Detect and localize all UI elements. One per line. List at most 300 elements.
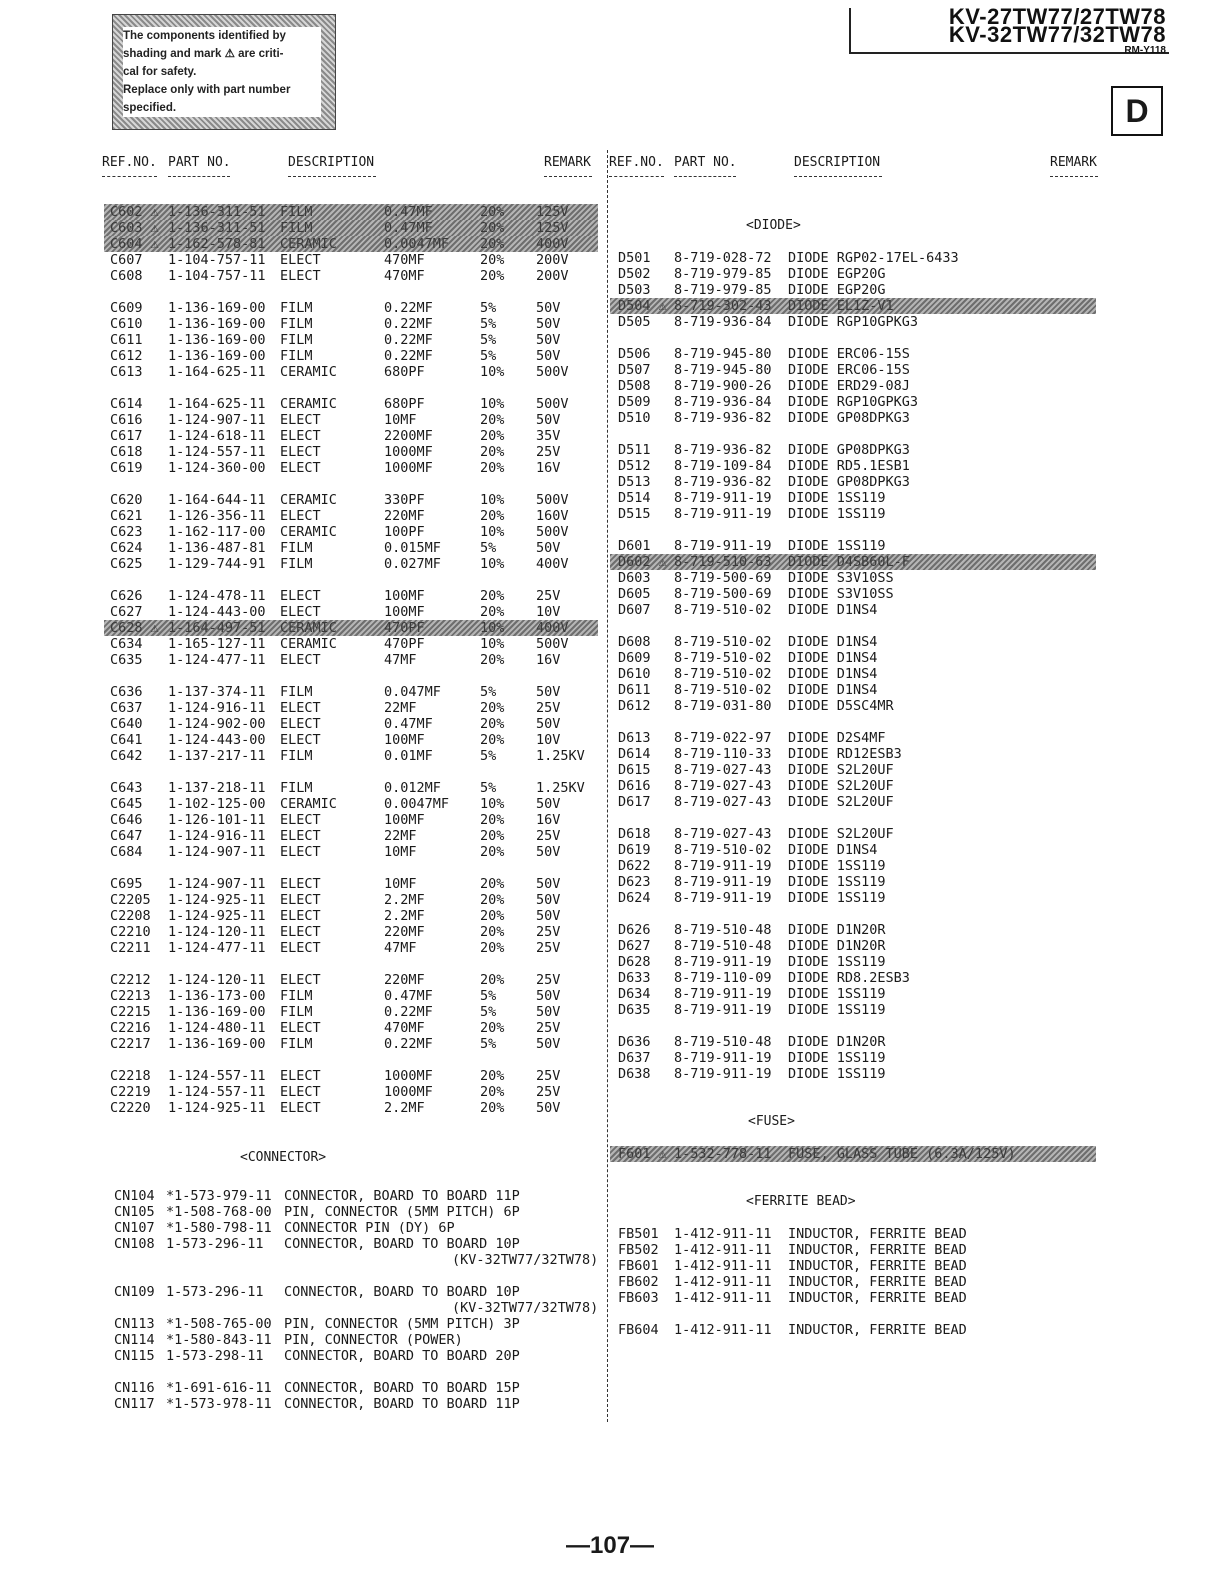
rating: 25V (536, 444, 561, 460)
tolerance: 20% (480, 1100, 505, 1116)
part-no: 8-719-302-43 (674, 298, 772, 314)
ref-no: D504 ⚠ (618, 298, 667, 314)
part-no: 1-412-911-11 (674, 1290, 772, 1306)
description: DIODE D2S4MF (788, 730, 886, 746)
ref-no: D610 (618, 666, 651, 682)
ref-no: FB501 (618, 1226, 659, 1242)
table-row (104, 492, 598, 508)
description: FILM (280, 316, 313, 332)
rating: 500V (536, 364, 569, 380)
value: 0.47MF (384, 988, 433, 1004)
table-row (104, 940, 598, 956)
part-no: 1-165-127-11 (168, 636, 266, 652)
table-row (610, 746, 1096, 762)
tolerance: 10% (480, 556, 505, 572)
part-no: 1-412-911-11 (674, 1242, 772, 1258)
description: DIODE ERC06-15S (788, 346, 910, 362)
description: DIODE GP08DPKG3 (788, 410, 910, 426)
description: DIODE S2L20UF (788, 778, 894, 794)
table-row (104, 1220, 598, 1236)
rating: 500V (536, 636, 569, 652)
table-row (104, 972, 598, 988)
header-underline (102, 176, 157, 178)
description: ELECT (280, 716, 321, 732)
ref-no: D636 (618, 1034, 651, 1050)
part-no: 8-719-110-33 (674, 746, 772, 762)
table-row (104, 444, 598, 460)
description: FILM (280, 204, 313, 220)
table-row (104, 620, 598, 636)
table-row (610, 570, 1096, 586)
ref-no: C617 (110, 428, 143, 444)
rating: 50V (536, 332, 561, 348)
part-no: 1-126-356-11 (168, 508, 266, 524)
ref-no: C626 (110, 588, 143, 604)
ref-no: C625 (110, 556, 143, 572)
ref-no: C641 (110, 732, 143, 748)
table-row (610, 1274, 1096, 1290)
value: 1000MF (384, 460, 433, 476)
description: ELECT (280, 652, 321, 668)
table-row (610, 938, 1096, 954)
rating: 25V (536, 924, 561, 940)
description: DIODE D5SC4MR (788, 698, 894, 714)
description: ELECT (280, 812, 321, 828)
part-no: 8-719-911-19 (674, 1050, 772, 1066)
description: DIODE S3V10SS (788, 586, 894, 602)
part-no: 1-124-360-00 (168, 460, 266, 476)
part-no: 8-719-945-80 (674, 346, 772, 362)
table-row (104, 1204, 598, 1220)
value: 470MF (384, 252, 425, 268)
part-no: 8-719-510-02 (674, 682, 772, 698)
description: DIODE ERD29-08J (788, 378, 910, 394)
ref-no: D511 (618, 442, 651, 458)
value: 2200MF (384, 428, 433, 444)
description: DIODE GP08DPKG3 (788, 474, 910, 490)
rating: 125V (536, 204, 569, 220)
description: ELECT (280, 1100, 321, 1116)
description: DIODE EGP20G (788, 282, 886, 298)
part-no: 8-719-911-19 (674, 874, 772, 890)
value: 2.2MF (384, 1100, 425, 1116)
description: ELECT (280, 700, 321, 716)
col-header-part-right: PART NO. (674, 155, 737, 170)
description: INDUCTOR, FERRITE BEAD (788, 1274, 967, 1290)
tolerance: 20% (480, 588, 505, 604)
part-no: 1-137-374-11 (168, 684, 266, 700)
table-row (610, 1002, 1096, 1018)
description: INDUCTOR, FERRITE BEAD (788, 1290, 967, 1306)
part-no: 8-719-979-85 (674, 266, 772, 282)
rating: 500V (536, 492, 569, 508)
ref-no: D510 (618, 410, 651, 426)
tolerance: 20% (480, 236, 505, 252)
ref-no: CN115 (114, 1348, 155, 1364)
value: 100MF (384, 812, 425, 828)
value: 22MF (384, 700, 417, 716)
value: 2.2MF (384, 908, 425, 924)
ref-no: C611 (110, 332, 143, 348)
tolerance: 10% (480, 364, 505, 380)
rating: 25V (536, 940, 561, 956)
ref-no: D607 (618, 602, 651, 618)
description: FILM (280, 1036, 313, 1052)
tolerance: 20% (480, 428, 505, 444)
value: 0.22MF (384, 300, 433, 316)
ref-no: D633 (618, 970, 651, 986)
tolerance: 20% (480, 844, 505, 860)
ref-no: C2208 (110, 908, 151, 924)
ref-no: D602 ⚠ (618, 554, 667, 570)
ref-no: FB604 (618, 1322, 659, 1338)
ref-no: C640 (110, 716, 143, 732)
table-row (104, 844, 598, 860)
ref-no: C623 (110, 524, 143, 540)
table-row (104, 316, 598, 332)
part-no: 1-124-478-11 (168, 588, 266, 604)
table-row (610, 314, 1096, 330)
ref-no: D605 (618, 586, 651, 602)
tolerance: 10% (480, 636, 505, 652)
description: DIODE RGP10GPKG3 (788, 314, 919, 330)
part-no: 1-164-625-11 (168, 396, 266, 412)
description: FILM (280, 780, 313, 796)
description: ELECT (280, 412, 321, 428)
part-no: 8-719-911-19 (674, 858, 772, 874)
table-row (104, 1396, 598, 1412)
description: DIODE D1N20R (788, 1034, 886, 1050)
description: DIODE S2L20UF (788, 794, 894, 810)
tolerance: 20% (480, 940, 505, 956)
ref-no: C609 (110, 300, 143, 316)
part-no: 1-137-217-11 (168, 748, 266, 764)
ref-no: FB601 (618, 1258, 659, 1274)
ref-no: C616 (110, 412, 143, 428)
tolerance: 20% (480, 204, 505, 220)
table-row (610, 538, 1096, 554)
table-row (610, 922, 1096, 938)
part-no: 8-719-936-82 (674, 410, 772, 426)
table-row (104, 716, 598, 732)
table-row (610, 778, 1096, 794)
table-row (610, 1242, 1096, 1258)
ref-no: C635 (110, 652, 143, 668)
description: (KV-32TW77/32TW78) (452, 1252, 599, 1268)
table-row (104, 732, 598, 748)
ref-no: D514 (618, 490, 651, 506)
table-row (610, 1290, 1096, 1306)
part-no: 1-136-173-00 (168, 988, 266, 1004)
part-no: 1-124-480-11 (168, 1020, 266, 1036)
part-no: 8-719-911-19 (674, 986, 772, 1002)
description: DIODE RGP10GPKG3 (788, 394, 919, 410)
description: DIODE 1SS119 (788, 1002, 886, 1018)
part-no: 1-162-578-81 (168, 236, 266, 252)
part-no: 8-719-911-19 (674, 890, 772, 906)
ref-no: F601 ⚠ (618, 1146, 667, 1162)
description: DIODE D1NS4 (788, 842, 878, 858)
part-no: 8-719-510-02 (674, 634, 772, 650)
tolerance: 20% (480, 268, 505, 284)
value: 0.22MF (384, 348, 433, 364)
part-no: 8-719-027-43 (674, 826, 772, 842)
table-row (104, 540, 598, 556)
part-no: 8-719-500-69 (674, 570, 772, 586)
table-row (104, 924, 598, 940)
value: 0.047MF (384, 684, 441, 700)
value: 0.22MF (384, 1036, 433, 1052)
ref-no: CN116 (114, 1380, 155, 1396)
description: CONNECTOR PIN (DY) 6P (284, 1220, 455, 1236)
part-no: 1-104-757-11 (168, 268, 266, 284)
ref-no: CN113 (114, 1316, 155, 1332)
value: 220MF (384, 508, 425, 524)
rating: 25V (536, 1068, 561, 1084)
table-row (104, 220, 598, 236)
rating: 25V (536, 588, 561, 604)
table-row (104, 396, 598, 412)
header-underline (1050, 176, 1098, 178)
col-header-ref-left: REF.NO. (102, 155, 157, 170)
description: FILM (280, 1004, 313, 1020)
table-row (610, 858, 1096, 874)
table-row (610, 666, 1096, 682)
value: 0.0047MF (384, 236, 450, 252)
description: DIODE 1SS119 (788, 1066, 886, 1082)
diode-section-title: <DIODE> (746, 218, 801, 233)
value: 100MF (384, 732, 425, 748)
tolerance: 20% (480, 812, 505, 828)
table-row (610, 554, 1096, 570)
ref-no: D622 (618, 858, 651, 874)
rating: 16V (536, 652, 561, 668)
ref-no: C2219 (110, 1084, 151, 1100)
ref-no: CN104 (114, 1188, 155, 1204)
rating: 50V (536, 316, 561, 332)
rating: 400V (536, 620, 569, 636)
part-no: *1-508-768-00 (166, 1204, 272, 1220)
ref-no: C634 (110, 636, 143, 652)
part-no: 8-719-911-19 (674, 538, 772, 554)
description: ELECT (280, 972, 321, 988)
ref-no: C607 (110, 252, 143, 268)
table-row (610, 1322, 1096, 1338)
value: 10MF (384, 412, 417, 428)
tolerance: 5% (480, 1036, 497, 1052)
header-underline (544, 176, 592, 178)
part-no: *1-691-616-11 (166, 1380, 272, 1396)
table-row (610, 602, 1096, 618)
page-number: —107— (566, 1532, 655, 1559)
description: DIODE D1NS4 (788, 634, 878, 650)
description: CERAMIC (280, 364, 337, 380)
description: ELECT (280, 268, 321, 284)
table-row (104, 348, 598, 364)
tolerance: 20% (480, 252, 505, 268)
table-row (610, 474, 1096, 490)
table-row (104, 556, 598, 572)
value: 10MF (384, 844, 417, 860)
ref-no: C628 ⚠ (110, 620, 159, 636)
description: DIODE 1SS119 (788, 986, 886, 1002)
part-no: 1-124-477-11 (168, 940, 266, 956)
rating: 50V (536, 684, 561, 700)
tolerance: 20% (480, 1020, 505, 1036)
ref-no: D614 (618, 746, 651, 762)
part-no: 8-719-510-48 (674, 1034, 772, 1050)
value: 1000MF (384, 1084, 433, 1100)
header-underline (794, 176, 882, 178)
value: 1000MF (384, 1068, 433, 1084)
description: CONNECTOR, BOARD TO BOARD 20P (284, 1348, 520, 1364)
part-no: 8-719-911-19 (674, 490, 772, 506)
part-no: 1-164-497-51 (168, 620, 266, 636)
description: ELECT (280, 908, 321, 924)
rating: 10V (536, 604, 561, 620)
table-row (104, 1036, 598, 1052)
table-row (610, 1258, 1096, 1274)
description: FILM (280, 988, 313, 1004)
value: 330PF (384, 492, 425, 508)
tolerance: 5% (480, 316, 497, 332)
col-header-desc-right: DESCRIPTION (794, 155, 881, 170)
part-no: 1-573-296-11 (166, 1284, 264, 1300)
table-row (610, 1034, 1096, 1050)
ref-no: C621 (110, 508, 143, 524)
table-row (104, 1100, 598, 1116)
part-no: 1-124-916-11 (168, 700, 266, 716)
description: ELECT (280, 892, 321, 908)
value: 47MF (384, 652, 417, 668)
table-row (610, 490, 1096, 506)
tolerance: 20% (480, 828, 505, 844)
tolerance: 5% (480, 348, 497, 364)
table-row (104, 268, 598, 284)
table-row (610, 970, 1096, 986)
col-header-desc-left: DESCRIPTION (288, 155, 375, 170)
table-row (104, 460, 598, 476)
table-row (610, 378, 1096, 394)
value: 220MF (384, 972, 425, 988)
table-row (104, 1236, 598, 1252)
part-no: 1-136-169-00 (168, 300, 266, 316)
description: DIODE EGP20G (788, 266, 886, 282)
part-no: 8-719-936-82 (674, 474, 772, 490)
value: 100PF (384, 524, 425, 540)
value: 0.015MF (384, 540, 441, 556)
part-no: 1-124-557-11 (168, 1068, 266, 1084)
value: 10MF (384, 876, 417, 892)
part-no: 1-412-911-11 (674, 1274, 772, 1290)
column-divider (607, 150, 608, 1422)
ref-no: C620 (110, 492, 143, 508)
description: FUSE, GLASS TUBE (6.3A/125V) (788, 1146, 1016, 1162)
table-row (610, 266, 1096, 282)
rating: 50V (536, 988, 561, 1004)
description: ELECT (280, 1020, 321, 1036)
part-no: 8-719-979-85 (674, 282, 772, 298)
table-row (104, 1380, 598, 1396)
ref-no: D503 (618, 282, 651, 298)
ref-no: C608 (110, 268, 143, 284)
table-row (104, 204, 598, 220)
value: 0.22MF (384, 332, 433, 348)
value: 0.01MF (384, 748, 433, 764)
part-no: 1-136-169-00 (168, 348, 266, 364)
part-no: 1-124-618-11 (168, 428, 266, 444)
value: 1000MF (384, 444, 433, 460)
ref-no: C602 ⚠ (110, 204, 159, 220)
ref-no: C2220 (110, 1100, 151, 1116)
table-row (104, 332, 598, 348)
model-header (948, 4, 1166, 56)
part-no: 8-719-110-09 (674, 970, 772, 986)
description: CONNECTOR, BOARD TO BOARD 10P (284, 1284, 520, 1300)
ref-no: D616 (618, 778, 651, 794)
part-no: 8-719-510-02 (674, 602, 772, 618)
description: DIODE S2L20UF (788, 762, 894, 778)
table-row (610, 362, 1096, 378)
description: CONNECTOR, BOARD TO BOARD 10P (284, 1236, 520, 1252)
description: CERAMIC (280, 620, 337, 636)
ref-no: D635 (618, 1002, 651, 1018)
ref-no: D505 (618, 314, 651, 330)
part-no: 8-719-911-19 (674, 506, 772, 522)
part-no: 8-719-027-43 (674, 778, 772, 794)
rating: 50V (536, 908, 561, 924)
part-no: 8-719-510-48 (674, 922, 772, 938)
table-row (610, 394, 1096, 410)
part-no: 8-719-028-72 (674, 250, 772, 266)
ref-no: D615 (618, 762, 651, 778)
description: DIODE 1SS119 (788, 890, 886, 906)
value: 47MF (384, 940, 417, 956)
part-no: 1-124-907-11 (168, 412, 266, 428)
ref-no: D501 (618, 250, 651, 266)
part-no: 1-124-902-00 (168, 716, 266, 732)
rating: 50V (536, 1100, 561, 1116)
ref-no: D502 (618, 266, 651, 282)
table-row (610, 1146, 1096, 1162)
part-no: 1-136-311-51 (168, 204, 266, 220)
part-no: 1-137-218-11 (168, 780, 266, 796)
tolerance: 20% (480, 924, 505, 940)
ref-no: D609 (618, 650, 651, 666)
safety-notice-line: cal for safety. (123, 63, 321, 81)
part-no: 1-532-778-11 (674, 1146, 772, 1162)
table-row (104, 876, 598, 892)
part-no: 1-124-925-11 (168, 908, 266, 924)
section-letter: D (1111, 86, 1163, 136)
table-row (104, 828, 598, 844)
tolerance: 5% (480, 540, 497, 556)
part-no: 1-136-487-81 (168, 540, 266, 556)
part-no: 1-164-644-11 (168, 492, 266, 508)
rating: 16V (536, 460, 561, 476)
part-no: *1-580-798-11 (166, 1220, 272, 1236)
rating: 50V (536, 412, 561, 428)
description: ELECT (280, 428, 321, 444)
tolerance: 10% (480, 492, 505, 508)
table-row (610, 1050, 1096, 1066)
value: 0.0047MF (384, 796, 450, 812)
safety-notice-line: Replace only with part number (123, 81, 321, 99)
description: DIODE 1SS119 (788, 506, 886, 522)
part-no: 8-719-936-84 (674, 394, 772, 410)
description: DIODE 1SS119 (788, 490, 886, 506)
table-row (104, 604, 598, 620)
